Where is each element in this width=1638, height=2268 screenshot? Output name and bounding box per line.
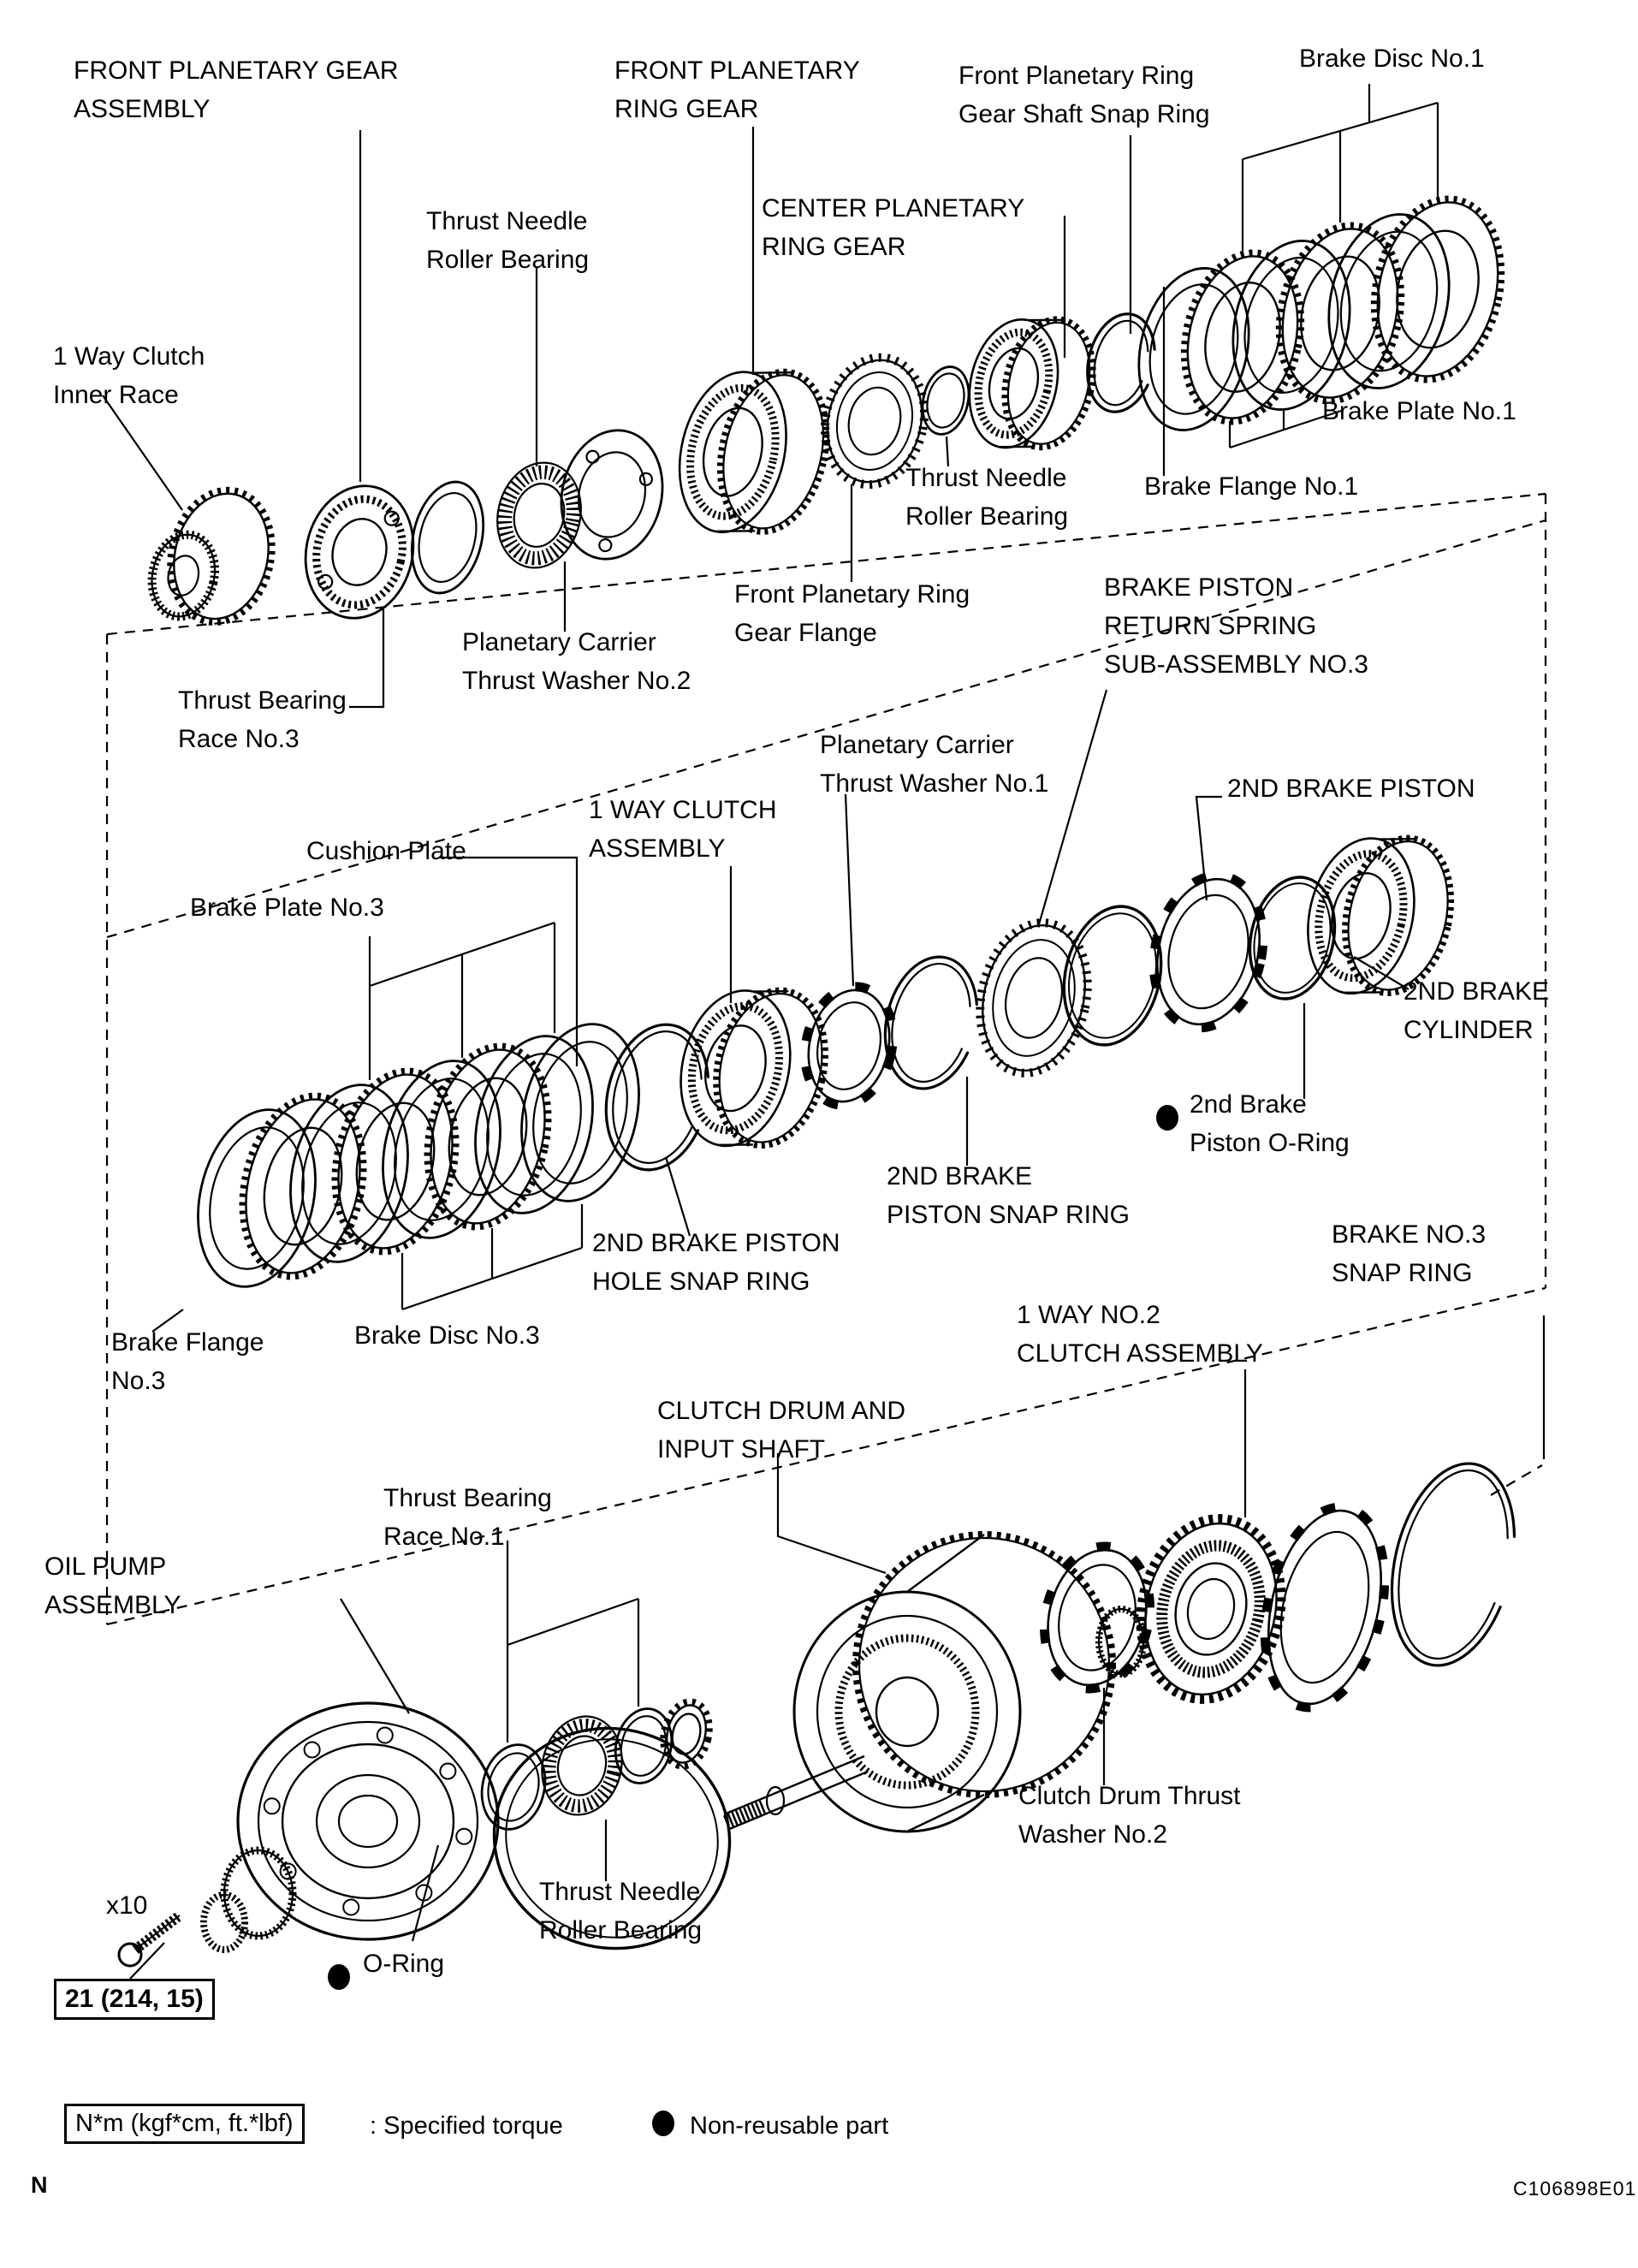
label-second-brake-piston-o-ring: 2nd Brake Piston O-Ring: [1190, 1090, 1350, 1157]
figure-code: C106898E01: [1513, 2177, 1637, 2200]
label-brake-plate-no3: Brake Plate No.3: [190, 894, 384, 922]
leader-line: [438, 858, 577, 1066]
label-thrust-needle-roller-bearing-bottom: Thrust Needle Roller Bearing: [539, 1878, 703, 1944]
bolt-torque-box: 21 (214, 15): [54, 1979, 215, 2020]
part-brake-flange-no1: [1124, 258, 1264, 442]
leader-line: [846, 794, 853, 986]
label-second-brake-piston-hole-snap-ring: 2ND BRAKE PISTON HOLE SNAP RING: [592, 1229, 840, 1296]
part-center-planetary-ring-gear: [958, 303, 1106, 465]
part-1-way-clutch-inner-race: [144, 477, 284, 634]
part-oil-pump-assembly: [204, 1703, 498, 1950]
label-brake-disc-no3: Brake Disc No.3: [354, 1321, 540, 1350]
page-marker: N: [31, 2172, 48, 2198]
label-brake-plate-no1: Brake Plate No.1: [1322, 397, 1516, 425]
label-brake-piston-return-spring-sub-assembly-no3: BRAKE PISTON RETURN SPRING SUB-ASSEMBLY NO.3: [1104, 573, 1368, 679]
part-brake-piston-return-spring-sub-assembly-no3: [966, 912, 1102, 1084]
torque-unit-box: N*m (kgf*cm, ft.*lbf): [64, 2104, 305, 2144]
label-oil-pump-assembly: OIL PUMP ASSEMBLY: [45, 1553, 181, 1619]
label-one-way-clutch-inner-race: 1 Way Clutch Inner Race: [53, 342, 205, 409]
label-front-planetary-ring-gear-flange: Front Planetary Ring Gear Flange: [734, 580, 970, 647]
leader-line: [341, 1599, 409, 1713]
part-front-planetary-gear-assembly: [293, 475, 426, 629]
leader-line: [1039, 690, 1107, 924]
leader-line: [1196, 797, 1222, 900]
label-thrust-needle-roller-bearing-top: Thrust Needle Roller Bearing: [426, 207, 590, 274]
label-one-way-clutch-assembly: 1 WAY CLUTCH ASSEMBLY: [589, 796, 777, 863]
label-center-planetary-ring-gear: CENTER PLANETARY RING GEAR: [762, 194, 1025, 261]
label-brake-disc-no1: Brake Disc No.1: [1299, 45, 1485, 73]
label-second-brake-cylinder: 2ND BRAKE CYLINDER: [1404, 977, 1550, 1044]
nonreusable-dot-icon: [328, 1964, 350, 1990]
label-brake-no3-snap-ring: BRAKE NO.3 SNAP RING: [1332, 1220, 1487, 1287]
part-thrust-bearing-race-no3: [401, 475, 494, 601]
label-brake-flange-no3: Brake Flange No.3: [111, 1328, 264, 1395]
leader-line: [947, 436, 948, 466]
label-front-planetary-ring-gear: FRONT PLANETARY RING GEAR: [614, 56, 860, 123]
label-second-brake-piston-snap-ring: 2ND BRAKE PISTON SNAP RING: [887, 1162, 1130, 1229]
label-planetary-carrier-thrust-washer-no1: Planetary Carrier Thrust Washer No.1: [820, 731, 1049, 798]
label-thrust-bearing-race-no1: Thrust Bearing Race No.1: [383, 1484, 552, 1551]
label-clutch-drum-and-input-shaft: CLUTCH DRUM AND INPUT SHAFT: [657, 1397, 906, 1464]
part-thrust-needle-roller-bearing-top: [487, 454, 591, 576]
nonreusable-note: Non-reusable part: [690, 2112, 889, 2140]
label-one-way-no2-clutch-assembly: 1 WAY NO.2 CLUTCH ASSEMBLY: [1017, 1301, 1263, 1368]
part-front-planetary-ring-gear: [665, 352, 842, 551]
label-planetary-carrier-thrust-washer-no2: Planetary Carrier Thrust Washer No.2: [462, 628, 691, 695]
part-thrust-bearing-race-no1-a: [474, 1738, 554, 1836]
leader-line: [507, 1599, 638, 1645]
part-thrust-needle-roller-bearing-bottom: [532, 1708, 632, 1823]
part-input-shaft: [724, 1756, 868, 1830]
label-cushion-plate: Cushion Plate: [306, 837, 466, 865]
part-planetary-carrier-thrust-washer-no1: [794, 978, 905, 1114]
label-thrust-needle-roller-bearing-mid: Thrust Needle Roller Bearing: [905, 464, 1069, 531]
part-2nd-brake-piston-snap-ring: [873, 947, 989, 1097]
label-thrust-bearing-race-no3: Thrust Bearing Race No.3: [178, 686, 347, 753]
part-thrust-needle-roller-bearing-mid: [917, 362, 976, 439]
label-brake-flange-no1: Brake Flange No.1: [1144, 472, 1359, 501]
label-clutch-drum-thrust-washer-no2: Clutch Drum Thrust Washer No.2: [1018, 1782, 1241, 1849]
nonreusable-dot-icon: [652, 2111, 674, 2136]
leader-line: [778, 1453, 886, 1573]
leader-line: [349, 609, 383, 707]
label-bolt-multiplier: x10: [106, 1891, 148, 1920]
label-o-ring-bottom: O-Ring: [363, 1950, 445, 1978]
nonreusable-dot-icon: [1156, 1105, 1178, 1131]
label-second-brake-piston: 2ND BRAKE PISTON: [1227, 775, 1475, 803]
part-1-way-clutch-assembly: [666, 971, 840, 1165]
leader-line: [666, 1157, 690, 1236]
construction-line: [107, 1288, 1546, 1624]
torque-note: : Specified torque: [370, 2112, 563, 2140]
part-1-way-no2-clutch-race: [1247, 1495, 1403, 1719]
construction-line: [107, 494, 1546, 634]
label-front-planetary-ring-gear-shaft-snap-ring: Front Planetary Ring Gear Shaft Snap Ring: [958, 62, 1210, 128]
label-front-planetary-gear-assembly: FRONT PLANETARY GEAR ASSEMBLY: [74, 56, 399, 123]
leader-line: [103, 395, 182, 510]
